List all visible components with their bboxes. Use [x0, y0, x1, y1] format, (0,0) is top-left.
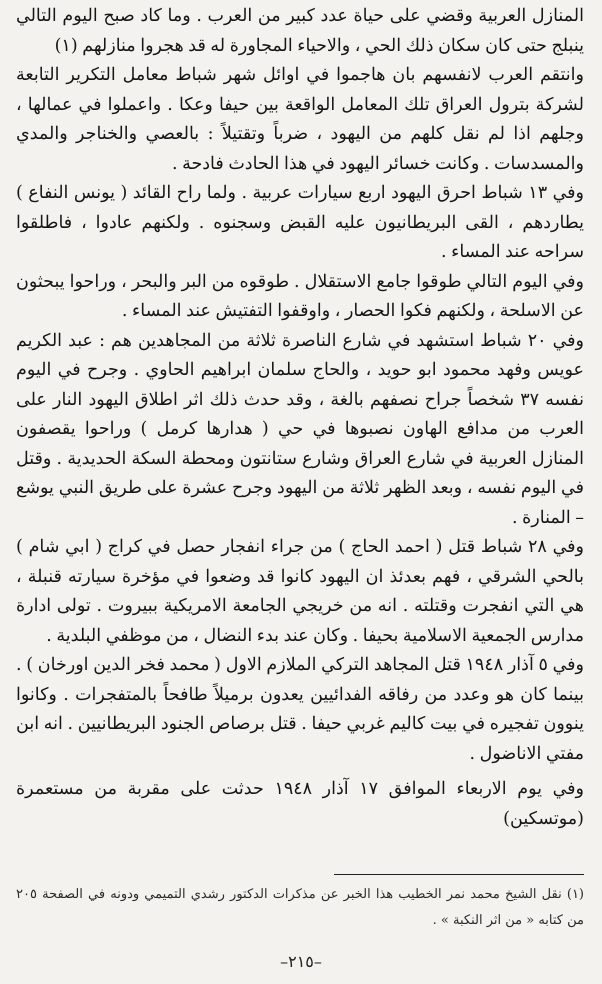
page-number: –٢١٥– — [280, 952, 322, 971]
paragraph-5: وفي ٢٠ شباط استشهد في شارع الناصرة ثلاثة من المجاهدين هم : عبد الكريم عويس وفهد محمود ابو حويد ، والحاج سلمان ابراهيم الحاوي . وجرح في اليوم نفسه ٣٧ شخصاً جراح نصفهم بالغة ، وقد حدث ذلك اثر اطلاق اليهود النار على العرب من مدافع الهاون نصبوها في حي ( هدارها كرمل ) وراحوا يقصفون المنازل العربية في شارع العراق وشارع ستانتون ومحطة السكة الحديدية . وقتل في اليوم نفسه ، وبعد الظهر ثلاثة من اليهود وجرح عشرة على طريق النبي يوشع – المنارة . — [16, 330, 585, 528]
paragraph-2: وانتقم العرب لانفسهم بان هاجموا في اوائل شهر شباط معامل التكرير التابعة لشركة بترول العراق تلك المعامل الواقعة بين حيفا وعكا . واعملوا في عمالها ، وجلهم اذا لم نقل كلهم من اليهود ، ضرباً وتقتيلاً : بالعصي والخناجر والمدي والمسدسات . وكانت خسائر اليهود في هذا الحادث فادحة . — [16, 65, 584, 174]
paragraph-3: وفي ١٣ شباط احرق اليهود اربع سيارات عربية . ولما راح القائد ( يونس النفاع ) يطاردهم ، القى البريطانيون عليه القبض وسجنوه . ولكنهم عادوا ، فاطلقوا سراحه عند المساء . — [16, 183, 584, 262]
paragraph-1: المنازل العربية وقضي على حياة عدد كبير من العرب . وما كاد صبح اليوم التالي ينبلج حتى كان سكان ذلك الحي ، والاحياء المجاورة له قد هجروا منازلهم (١) — [16, 6, 584, 56]
paragraph-7: وفي ٥ آذار ١٩٤٨ قتل المجاهد التركي الملازم الاول ( محمد فخر الدين اورخان ) . بينما كان هو وعدد من رفاقه الفدائيين يعدون برميلاً طافحاً بالمتفجرات . وكانوا ينوون تفجيره في بيت كاليم غربي حيفا . قتل برصاص الجنود البريطانيين . انه ابن مفتي الاناضول . — [16, 655, 585, 764]
paragraph-6: وفي ٢٨ شباط قتل ( احمد الحاج ) من جراء انفجار حصل في كراج ( ابي شام ) بالحي الشرقي ، فهم بعدئذ ان اليهود كانوا قد وضعوا في مؤخرة سيارته قنبلة ، هي التي انفجرت وقتلته . انه من خريجي الجامعة الامريكية ببيروت . تولى ادارة مدارس الجمعية الاسلامية بحيفا . وكان عند بدء النضال ، من موظفي البلدية . — [16, 537, 584, 646]
footnote: (١) نقل الشيخ محمد نمر الخطيب هذا الخبر عن مذكرات الدكتور رشدي التميمي ودونه في الصفحة ٢٠٥ من كتابه « من اثر النكبة » . — [16, 887, 584, 928]
main-text — [16, 2, 584, 834]
footnote-divider — [334, 874, 584, 875]
paragraph-4: وفي اليوم التالي طوقوا جامع الاستقلال . طوقوه من البر والبحر ، وراحوا يبحثون عن الاسلحة ، ولكنهم فكوا الحصار ، واوقفوا التفتيش عند المساء . — [16, 271, 584, 321]
paragraph-8: وفي يوم الاربعاء الموافق ١٧ آذار ١٩٤٨ حدثت على مقربة من مستعمرة (موتسكين) — [16, 779, 585, 829]
